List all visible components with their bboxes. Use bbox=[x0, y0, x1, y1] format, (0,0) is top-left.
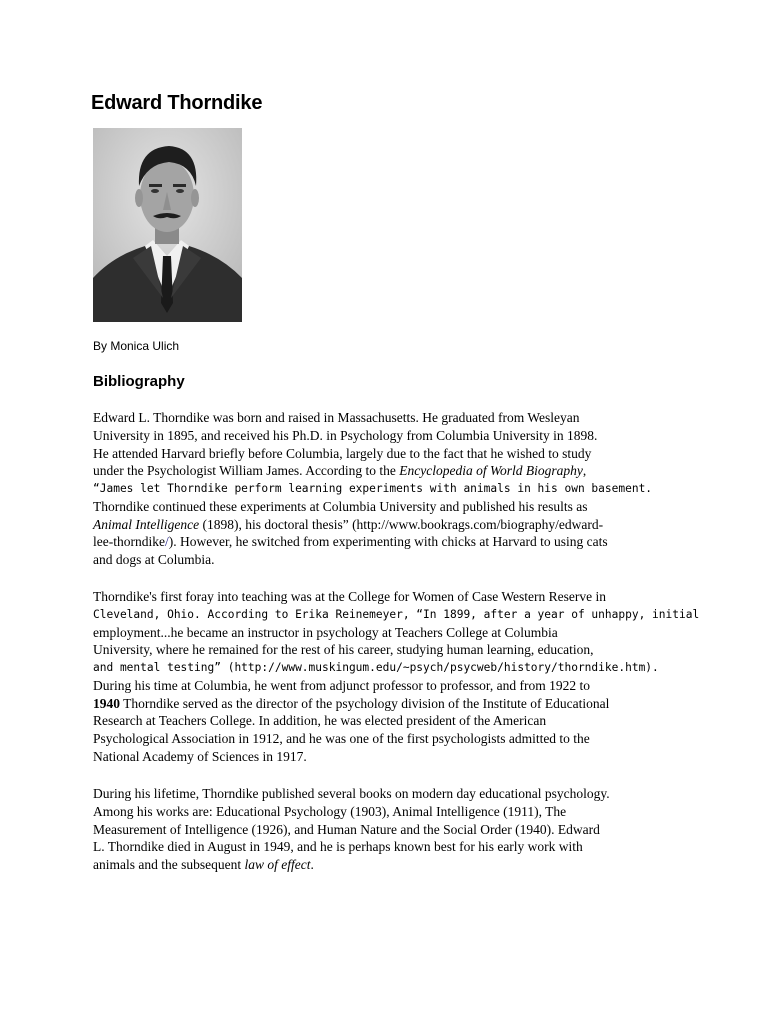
text-line: Thorndike continued these experiments at Columbia University and published his results as bbox=[93, 498, 588, 514]
text-line: and dogs at Columbia. bbox=[93, 552, 215, 567]
text-line: under the Psychologist William James. According to the Encyclopedia of World Biography, bbox=[93, 463, 587, 479]
text-line: 1940 Thorndike served as the director of the psychology division of the Institute of Educational bbox=[93, 695, 610, 711]
byline: By Monica Ulich bbox=[93, 339, 180, 353]
text-line: lee-thorndike/). However, he switched from experimenting with chicks at Harvard to using cats bbox=[93, 534, 608, 550]
text-line: Research at Teachers College. In addition, he was elected president of the American bbox=[93, 713, 547, 729]
page-title: Edward Thorndike bbox=[91, 92, 263, 114]
text-line: He attended Harvard briefly before Columbia, largely due to the fact that he wished to study bbox=[93, 445, 592, 461]
text-line: National Academy of Sciences in 1917. bbox=[93, 748, 307, 764]
text-line: L. Thorndike died in August in 1949, and he is perhaps known best for his early work with bbox=[93, 839, 583, 855]
text-line: employment...he became an instructor in psychology at Teachers College at Columbia bbox=[93, 624, 558, 640]
quote-line: and mental testing” (http://www.muskingum.edu/~psych/psycweb/history/thorndike.htm). bbox=[93, 661, 659, 674]
book-title: Animal Intelligence bbox=[93, 516, 200, 532]
quote-line: Cleveland, Ohio. According to Erika Reinemeyer, “In 1899, after a year of unhappy, initial bbox=[93, 607, 700, 621]
portrait-photo bbox=[93, 128, 242, 322]
text-line: Thorndike's first foray into teaching was at the College for Women of Case Western Reserve in bbox=[93, 589, 606, 604]
text-line: University in 1895, and received his Ph.D. in Psychology from Columbia University in 1898. bbox=[93, 427, 598, 443]
bold-year: 1940 bbox=[93, 695, 120, 711]
section-heading: Bibliography bbox=[93, 373, 185, 390]
text-line: Edward L. Thorndike was born and raised in Massachusetts. He graduated from Wesleyan bbox=[93, 410, 580, 425]
book-title: Encyclopedia of World Biography bbox=[399, 463, 583, 479]
paragraph-1 bbox=[93, 409, 683, 569]
text-line: Measurement of Intelligence (1926), and Human Nature and the Social Order (1940). Edward bbox=[93, 821, 600, 837]
text-line: Among his works are: Educational Psychology (1903), Animal Intelligence (1911), The bbox=[93, 803, 567, 819]
paragraph-2 bbox=[93, 588, 700, 766]
text-line: During his time at Columbia, he went from adjunct professor to professor, and from 1922 to bbox=[93, 677, 590, 693]
text-line: University, where he remained for the rest of his career, studying human learning, education, bbox=[93, 642, 594, 658]
text-line: Animal Intelligence (1898), his doctoral thesis” (http://www.bookrags.com/biography/edward- bbox=[93, 516, 604, 532]
quote-line: “James let Thorndike perform learning experiments with animals in his own basement. bbox=[93, 482, 653, 495]
text-line: During his lifetime, Thorndike published several books on modern day educational psychology. bbox=[93, 786, 610, 801]
emphasis-term: law of effect bbox=[244, 857, 311, 872]
text-line: Psychological Association in 1912, and he was one of the first psychologists admitted to the bbox=[93, 731, 590, 746]
paragraph-3 bbox=[93, 785, 683, 874]
url-link[interactable]: / bbox=[164, 534, 169, 550]
text-line: animals and the subsequent law of effect. bbox=[93, 857, 314, 872]
